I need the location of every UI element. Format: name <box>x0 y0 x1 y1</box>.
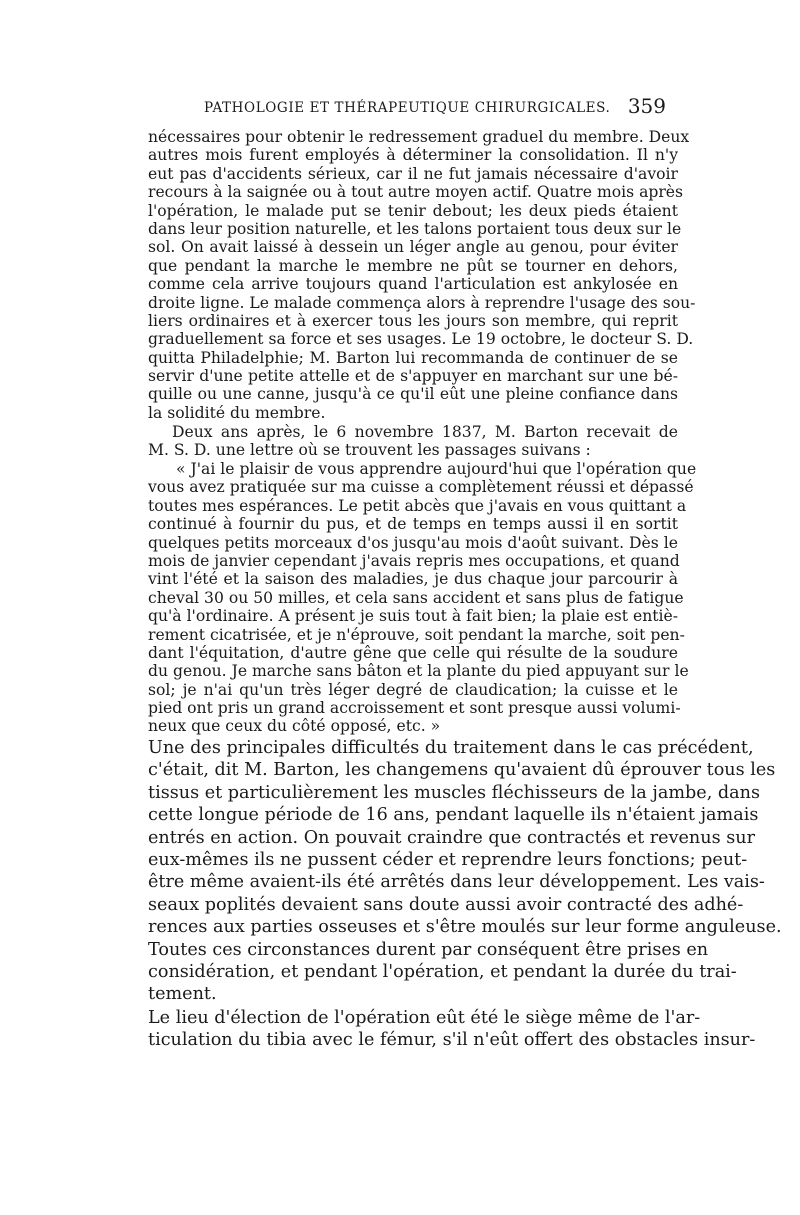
text-line: dant l'équitation, d'autre gêne que celle qui résulte de la soudure <box>148 643 678 662</box>
running-head <box>198 94 666 122</box>
text-line: eux-mêmes ils ne pussent céder et reprendre leurs fonctions; peut- <box>148 849 748 870</box>
text-line: du genou. Je marche sans bâton et la plante du pied appuyant sur le <box>148 662 689 681</box>
text-line: être même avaient-ils été arrêtés dans leur développement. Les vais- <box>148 872 765 893</box>
text-line: rement cicatrisée, et je n'éprouve, soit pendant la marche, soit pen- <box>148 625 685 644</box>
text-line: Toutes ces circonstances durent par conséquent être prises en <box>148 939 709 960</box>
text-line: liers ordinaires et à exercer tous les jours son membre, qui reprit <box>148 311 678 330</box>
text-line: graduellement sa force et ses usages. Le 19 octobre, le docteur S. D. <box>148 330 694 349</box>
text-line: toutes mes espérances. Le petit abcès que j'avais en vous quittant a <box>148 496 687 515</box>
text-line: entrés en action. On pouvait craindre que contractés et revenus sur <box>148 827 755 848</box>
text-line: vous avez pratiquée sur ma cuisse a complètement réussi et dépassé <box>148 478 694 497</box>
paragraph-treatment-difficulties <box>148 737 782 1006</box>
text-line: la solidité du membre. <box>148 403 326 422</box>
text-line: cette longue période de 16 ans, pendant laquelle ils n'étaient jamais <box>148 805 759 826</box>
text-line: qu'à l'ordinaire. A présent je suis tout à fait bien; la plaie est entiè- <box>148 607 679 626</box>
paragraph-surgery-recovery <box>148 128 696 422</box>
quoted-letter <box>148 460 697 736</box>
paragraph-operation-site <box>148 1007 756 1052</box>
text-line: quitta Philadelphie; M. Barton lui recommanda de continuer de se <box>148 348 678 367</box>
text-line: servir d'une petite attelle et de s'appuyer en marchant sur une bé- <box>148 367 678 386</box>
text-line: sol; je n'ai qu'un très léger degré de claudication; la cuisse et le <box>148 680 678 699</box>
text-line: l'opération, le malade put se tenir debout; les deux pieds étaient <box>148 201 678 220</box>
text-line: seaux poplités devaient sans doute aussi avoir contracté des adhé- <box>148 894 744 915</box>
text-line: considération, et pendant l'opération, et pendant la durée du trai- <box>148 961 737 982</box>
text-line: continué à fournir du pus, et de temps en temps aussi il en sortit <box>148 515 678 534</box>
text-line: rences aux parties osseuses et s'être moulés sur leur forme anguleuse. <box>148 917 782 938</box>
text-line: pied ont pris un grand accroissement et sont presque aussi volumi- <box>148 699 681 718</box>
paragraph-letter-intro <box>148 423 678 460</box>
text-line: Le lieu d'élection de l'opération eût été le siège même de l'ar- <box>148 1008 701 1028</box>
text-line: c'était, dit M. Barton, les changemens qu'avaient dû éprouver tous les <box>148 760 776 781</box>
text-line: Une des principales difficultés du traitement dans le cas précédent, <box>148 738 754 758</box>
text-line: quille ou une canne, jusqu'à ce qu'il eût une pleine confiance dans <box>148 385 678 404</box>
text-line: tement. <box>148 984 217 1005</box>
running-title: PATHOLOGIE ET THÉRAPEUTIQUE CHIRURGICALES. <box>204 100 611 116</box>
text-line: nécessaires pour obtenir le redressement graduel du membre. Deux <box>148 128 690 146</box>
text-line: sol. On avait laissé à dessein un léger angle au genou, pour éviter <box>148 238 678 257</box>
text-line: ticulation du tibia avec le fémur, s'il n'eût offert des obstacles insur- <box>148 1030 756 1051</box>
text-line: recours à la saignée ou à tout autre moyen actif. Quatre mois après <box>148 183 684 202</box>
text-line: dans leur position naturelle, et les talons portaient tous deux sur le <box>148 219 682 238</box>
text-line: tissus et particulièrement les muscles fléchisseurs de la jambe, dans <box>148 782 760 803</box>
text-line: eut pas d'accidents sérieux, car il ne fut jamais nécessaire d'avoir <box>148 164 678 183</box>
text-line: M. S. D. une lettre où se trouvent les passages suivans : <box>148 441 591 460</box>
text-line: neux que ceux du côté opposé, etc. » <box>148 717 441 736</box>
text-line: mois de janvier cependant j'avais repris mes occupations, et quand <box>148 551 680 570</box>
text-line: quelques petits morceaux d'os jusqu'au mois d'août suivant. Dès le <box>148 533 678 552</box>
text-line: comme cela arrive toujours quand l'articulation est ankylosée en <box>148 275 678 294</box>
page-number: 359 <box>627 94 666 118</box>
text-line: Deux ans après, le 6 novembre 1837, M. Barton recevait de <box>172 423 678 441</box>
text-line: autres mois furent employés à déterminer la consolidation. Il n'y <box>148 146 678 165</box>
text-line: cheval 30 ou 50 milles, et cela sans accident et sans plus de fatigue <box>148 588 684 607</box>
text-line: droite ligne. Le malade commença alors à reprendre l'usage des sou- <box>148 293 696 312</box>
text-line: vint l'été et la saison des maladies, je dus chaque jour parcourir à <box>148 570 678 589</box>
text-line: « J'ai le plaisir de vous apprendre aujourd'hui que l'opération que <box>176 460 697 478</box>
text-line: que pendant la marche le membre ne pût se tourner en dehors, <box>148 256 678 275</box>
